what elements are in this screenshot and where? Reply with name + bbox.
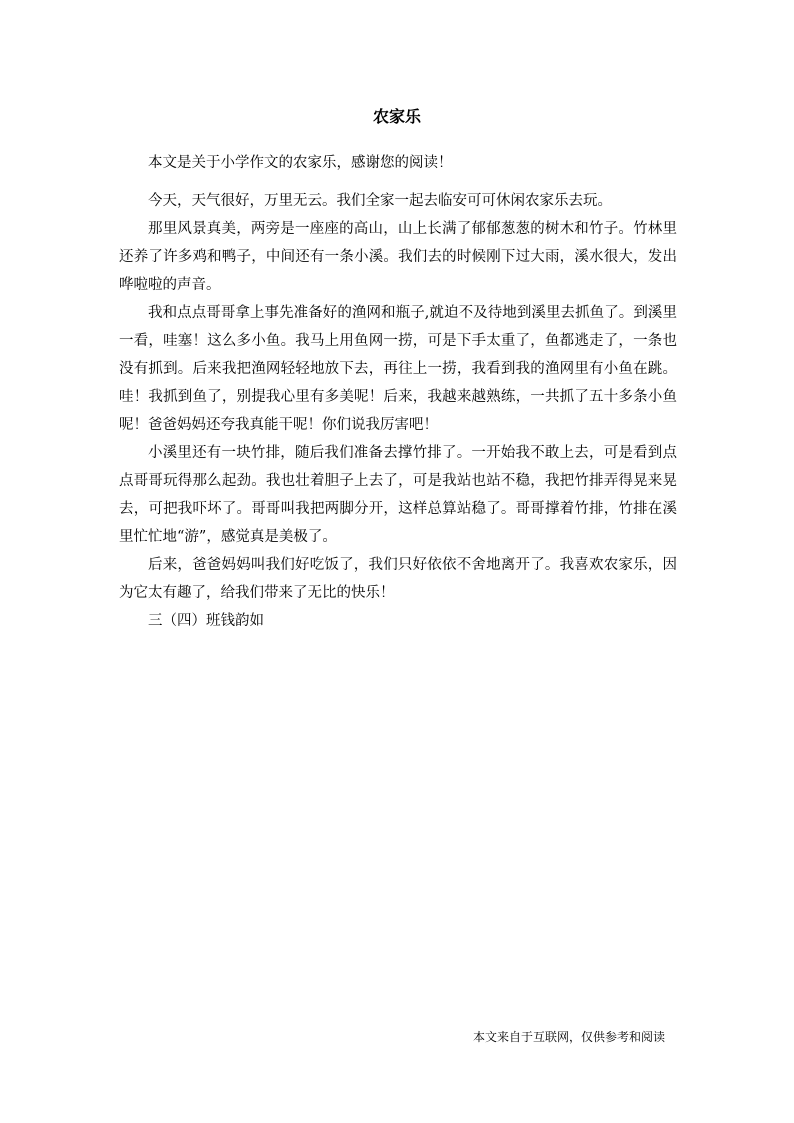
intro-paragraph: 本文是关于小学作文的农家乐，感谢您的阅读！ xyxy=(148,155,453,171)
body-paragraph: 我和点点哥哥拿上事先准备好的渔网和瓶子,就迫不及待地到溪里去抓鱼了。到溪里一看，哇塞！这么多小鱼。我马上用鱼网一捞，可是下手太重了，鱼都逃走了，一条也没有抓到。后来我把渔网轻轻地放下去，再往上一捞，我看到我的渔网里有小鱼在跳。哇！我抓到鱼了，别提我心里有多美呢！后来，我越来越熟练，一共抓了五十多条小鱼呢！爸爸妈妈还夸我真能干呢！你们说我厉害吧！ xyxy=(119,305,677,433)
author-signature: 三（四）班钱韵如 xyxy=(148,613,264,629)
source-footer: 本文来自于互联网，仅供参考和阅读 xyxy=(473,1030,666,1044)
body-paragraph: 小溪里还有一块竹排，随后我们准备去撑竹排了。一开始我不敢上去，可是看到点点哥哥玩得那么起劲。我也壮着胆子上去了，可是我站也站不稳，我把竹排弄得晃来晃去，可把我吓坏了。哥哥叫我把两脚分开，这样总算站稳了。哥哥撑着竹排，竹排在溪里忙忙地“游”，感觉真是美极了。 xyxy=(119,445,677,545)
document-body xyxy=(119,149,677,635)
document-title: 农家乐 xyxy=(372,107,421,126)
body-paragraph: 后来，爸爸妈妈叫我们好吃饭了，我们只好依依不舍地离开了。我喜欢农家乐，因为它太有趣了，给我们带来了无比的快乐！ xyxy=(119,557,677,601)
body-paragraph: 那里风景真美，两旁是一座座的高山，山上长满了郁郁葱葱的树木和竹子。竹林里还养了许多鸡和鸭子，中间还有一条小溪。我们去的时候刚下过大雨，溪水很大，发出哗啦啦的声音。 xyxy=(119,221,677,293)
body-paragraph: 今天，天气很好，万里无云。我们全家一起去临安可可休闲农家乐去玩。 xyxy=(148,193,612,209)
